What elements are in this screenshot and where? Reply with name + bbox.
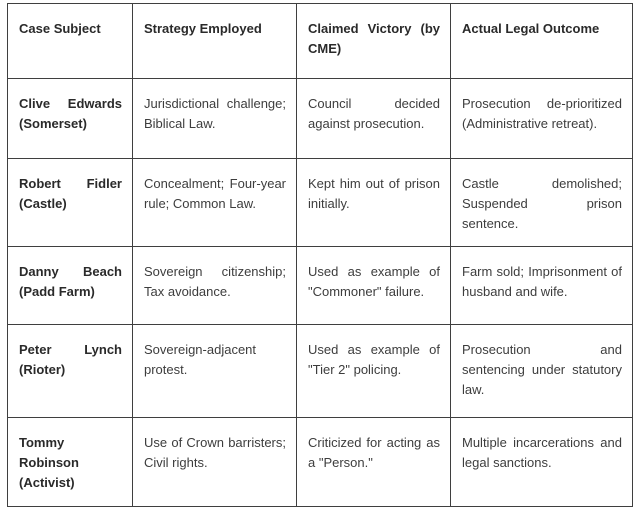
header-row	[8, 4, 633, 79]
cell-claimed-victory: Kept him out of prison initially.	[297, 159, 451, 247]
cell-claimed-victory: Council decided against prosecution.	[297, 79, 451, 159]
cell-claimed-victory: Used as example of "Tier 2" policing.	[297, 325, 451, 418]
cell-strategy: Concealment; Four-year rule; Common Law.	[133, 159, 297, 247]
table-row	[8, 325, 633, 418]
cell-case-subject: Danny Beach (Padd Farm)	[8, 247, 133, 325]
cell-strategy: Sovereign citizenship; Tax avoidance.	[133, 247, 297, 325]
cell-actual-outcome: Prosecution and sentencing under statutory law.	[451, 325, 633, 418]
table-body	[8, 79, 633, 507]
cell-strategy: Sovereign-adjacent protest.	[133, 325, 297, 418]
cell-strategy: Jurisdictional challenge; Biblical Law.	[133, 79, 297, 159]
header-strategy-employed: Strategy Employed	[133, 4, 297, 79]
cell-case-subject: Clive Edwards (Somerset)	[8, 79, 133, 159]
cell-actual-outcome: Prosecution de-prioritized (Administrative retreat).	[451, 79, 633, 159]
header-claimed-victory: Claimed Victory (by CME)	[297, 4, 451, 79]
cell-actual-outcome: Multiple incarcerations and legal sanctions.	[451, 418, 633, 507]
cell-claimed-victory: Used as example of "Commoner" failure.	[297, 247, 451, 325]
table-header	[8, 4, 633, 79]
cell-strategy: Use of Crown barristers; Civil rights.	[133, 418, 297, 507]
table-row	[8, 79, 633, 159]
cell-actual-outcome: Castle demolished; Suspended prison sentence.	[451, 159, 633, 247]
cell-case-subject: Robert Fidler (Castle)	[8, 159, 133, 247]
header-case-subject: Case Subject	[8, 4, 133, 79]
case-comparison-table	[7, 3, 633, 507]
header-actual-outcome: Actual Legal Outcome	[451, 4, 633, 79]
table-row	[8, 418, 633, 507]
table-row	[8, 159, 633, 247]
table-row	[8, 247, 633, 325]
cell-claimed-victory: Criticized for acting as a "Person."	[297, 418, 451, 507]
cell-case-subject: Peter Lynch (Rioter)	[8, 325, 133, 418]
cell-actual-outcome: Farm sold; Imprisonment of husband and wife.	[451, 247, 633, 325]
cell-case-subject: Tommy Robinson (Activist)	[8, 418, 133, 507]
